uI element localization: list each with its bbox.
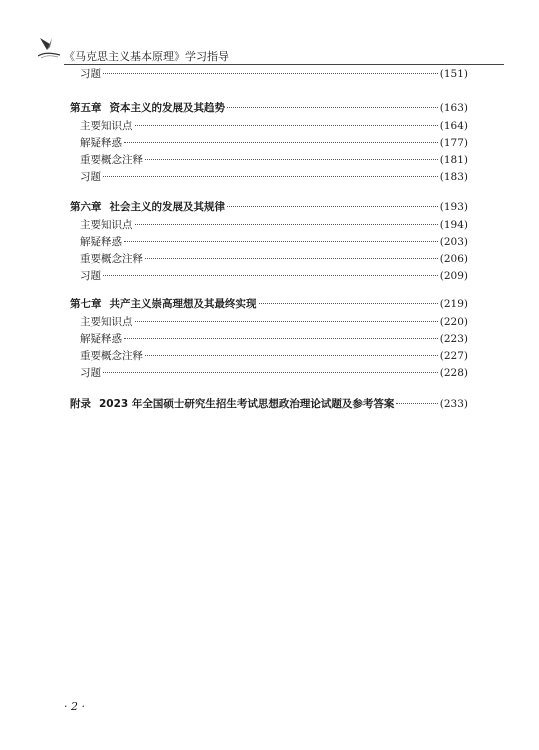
- toc-entry-page: (203): [439, 236, 468, 248]
- toc-entry: [70, 331, 468, 347]
- toc-entry: [70, 169, 468, 185]
- dot-leader: [145, 354, 438, 356]
- toc-entry-title: 重要概念注释: [80, 154, 143, 166]
- toc-entry-title: 习题: [80, 367, 101, 379]
- toc-entry-title: 主要知识点: [80, 219, 133, 231]
- dot-leader: [103, 371, 438, 373]
- toc-entry-title: 习题: [80, 171, 101, 183]
- dot-leader: [103, 72, 438, 74]
- toc-entry-page: (227): [439, 350, 468, 362]
- toc-entry-page: (228): [439, 367, 468, 379]
- header-rule: [64, 64, 504, 65]
- toc-chapter-7: [70, 296, 468, 312]
- appendix-page: (233): [439, 398, 468, 410]
- toc-entry: [70, 118, 468, 134]
- chapter-page: (193): [439, 201, 468, 213]
- toc-entry-page: (164): [439, 120, 468, 132]
- toc-entry: [70, 251, 468, 267]
- appendix-title: 2023 年全国硕士研究生招生考试思想政治理论试题及参考答案: [99, 398, 395, 410]
- chapter-page: (219): [439, 298, 468, 310]
- appendix-label: 附录: [70, 398, 91, 410]
- dot-leader: [103, 175, 438, 177]
- dot-leader: [145, 158, 438, 160]
- toc-entry-title: 重要概念注释: [80, 350, 143, 362]
- toc-entry-title: 解疑释惑: [80, 333, 122, 345]
- dot-leader: [124, 141, 438, 143]
- toc-entry-page: (220): [439, 316, 468, 328]
- toc-entry: [70, 314, 468, 330]
- dot-leader: [135, 320, 438, 322]
- toc-entry: [70, 66, 468, 82]
- toc-chapter-5: [70, 100, 468, 116]
- toc-entry-page: (181): [439, 154, 468, 166]
- dot-leader: [103, 274, 438, 276]
- chapter-number: 第六章: [70, 201, 102, 213]
- chapter-title: 资本主义的发展及其趋势: [109, 102, 225, 114]
- toc-chapter-6: [70, 199, 468, 215]
- toc-entry-title: 主要知识点: [80, 316, 133, 328]
- chapter-title: 共产主义崇高理想及其最终实现: [109, 298, 257, 310]
- toc-entry-title: 习题: [80, 270, 101, 282]
- toc-entry-page: (209): [439, 270, 468, 282]
- chapter-page: (163): [439, 102, 468, 114]
- toc-entry: [70, 348, 468, 364]
- toc-entry-page: (223): [439, 333, 468, 345]
- toc-entry: [70, 234, 468, 250]
- running-header-title: 《马克思主义基本原理》学习指导: [64, 50, 229, 63]
- page-number: · 2 ·: [64, 700, 85, 713]
- page-header: [38, 34, 508, 64]
- chapter-number: 第七章: [70, 298, 102, 310]
- toc-entry-page: (194): [439, 219, 468, 231]
- toc-entry: [70, 217, 468, 233]
- toc-entry-page: (177): [439, 137, 468, 149]
- chapter-title: 社会主义的发展及其规律: [109, 201, 225, 213]
- toc-entry-title: 重要概念注释: [80, 253, 143, 265]
- dot-leader: [135, 223, 438, 225]
- toc-entry-title: 习题: [80, 68, 101, 80]
- dot-leader: [124, 240, 438, 242]
- dot-leader: [145, 257, 438, 259]
- toc-entry: [70, 152, 468, 168]
- toc-entry-title: 解疑释惑: [80, 137, 122, 149]
- dot-leader: [135, 124, 438, 126]
- dot-leader: [396, 402, 437, 404]
- toc-entry-title: 解疑释惑: [80, 236, 122, 248]
- dot-leader: [227, 106, 438, 108]
- toc-entry: [70, 365, 468, 381]
- toc-entry-page: (151): [439, 68, 468, 80]
- toc-entry: [70, 135, 468, 151]
- toc-entry-title: 主要知识点: [80, 120, 133, 132]
- toc-entry-page: (183): [439, 171, 468, 183]
- chapter-number: 第五章: [70, 102, 102, 114]
- dot-leader: [227, 205, 438, 207]
- book-logo-icon: [38, 34, 62, 60]
- toc-entry: [70, 268, 468, 284]
- toc-appendix: [70, 396, 468, 412]
- dot-leader: [124, 337, 438, 339]
- toc-entry-page: (206): [439, 253, 468, 265]
- dot-leader: [259, 302, 438, 304]
